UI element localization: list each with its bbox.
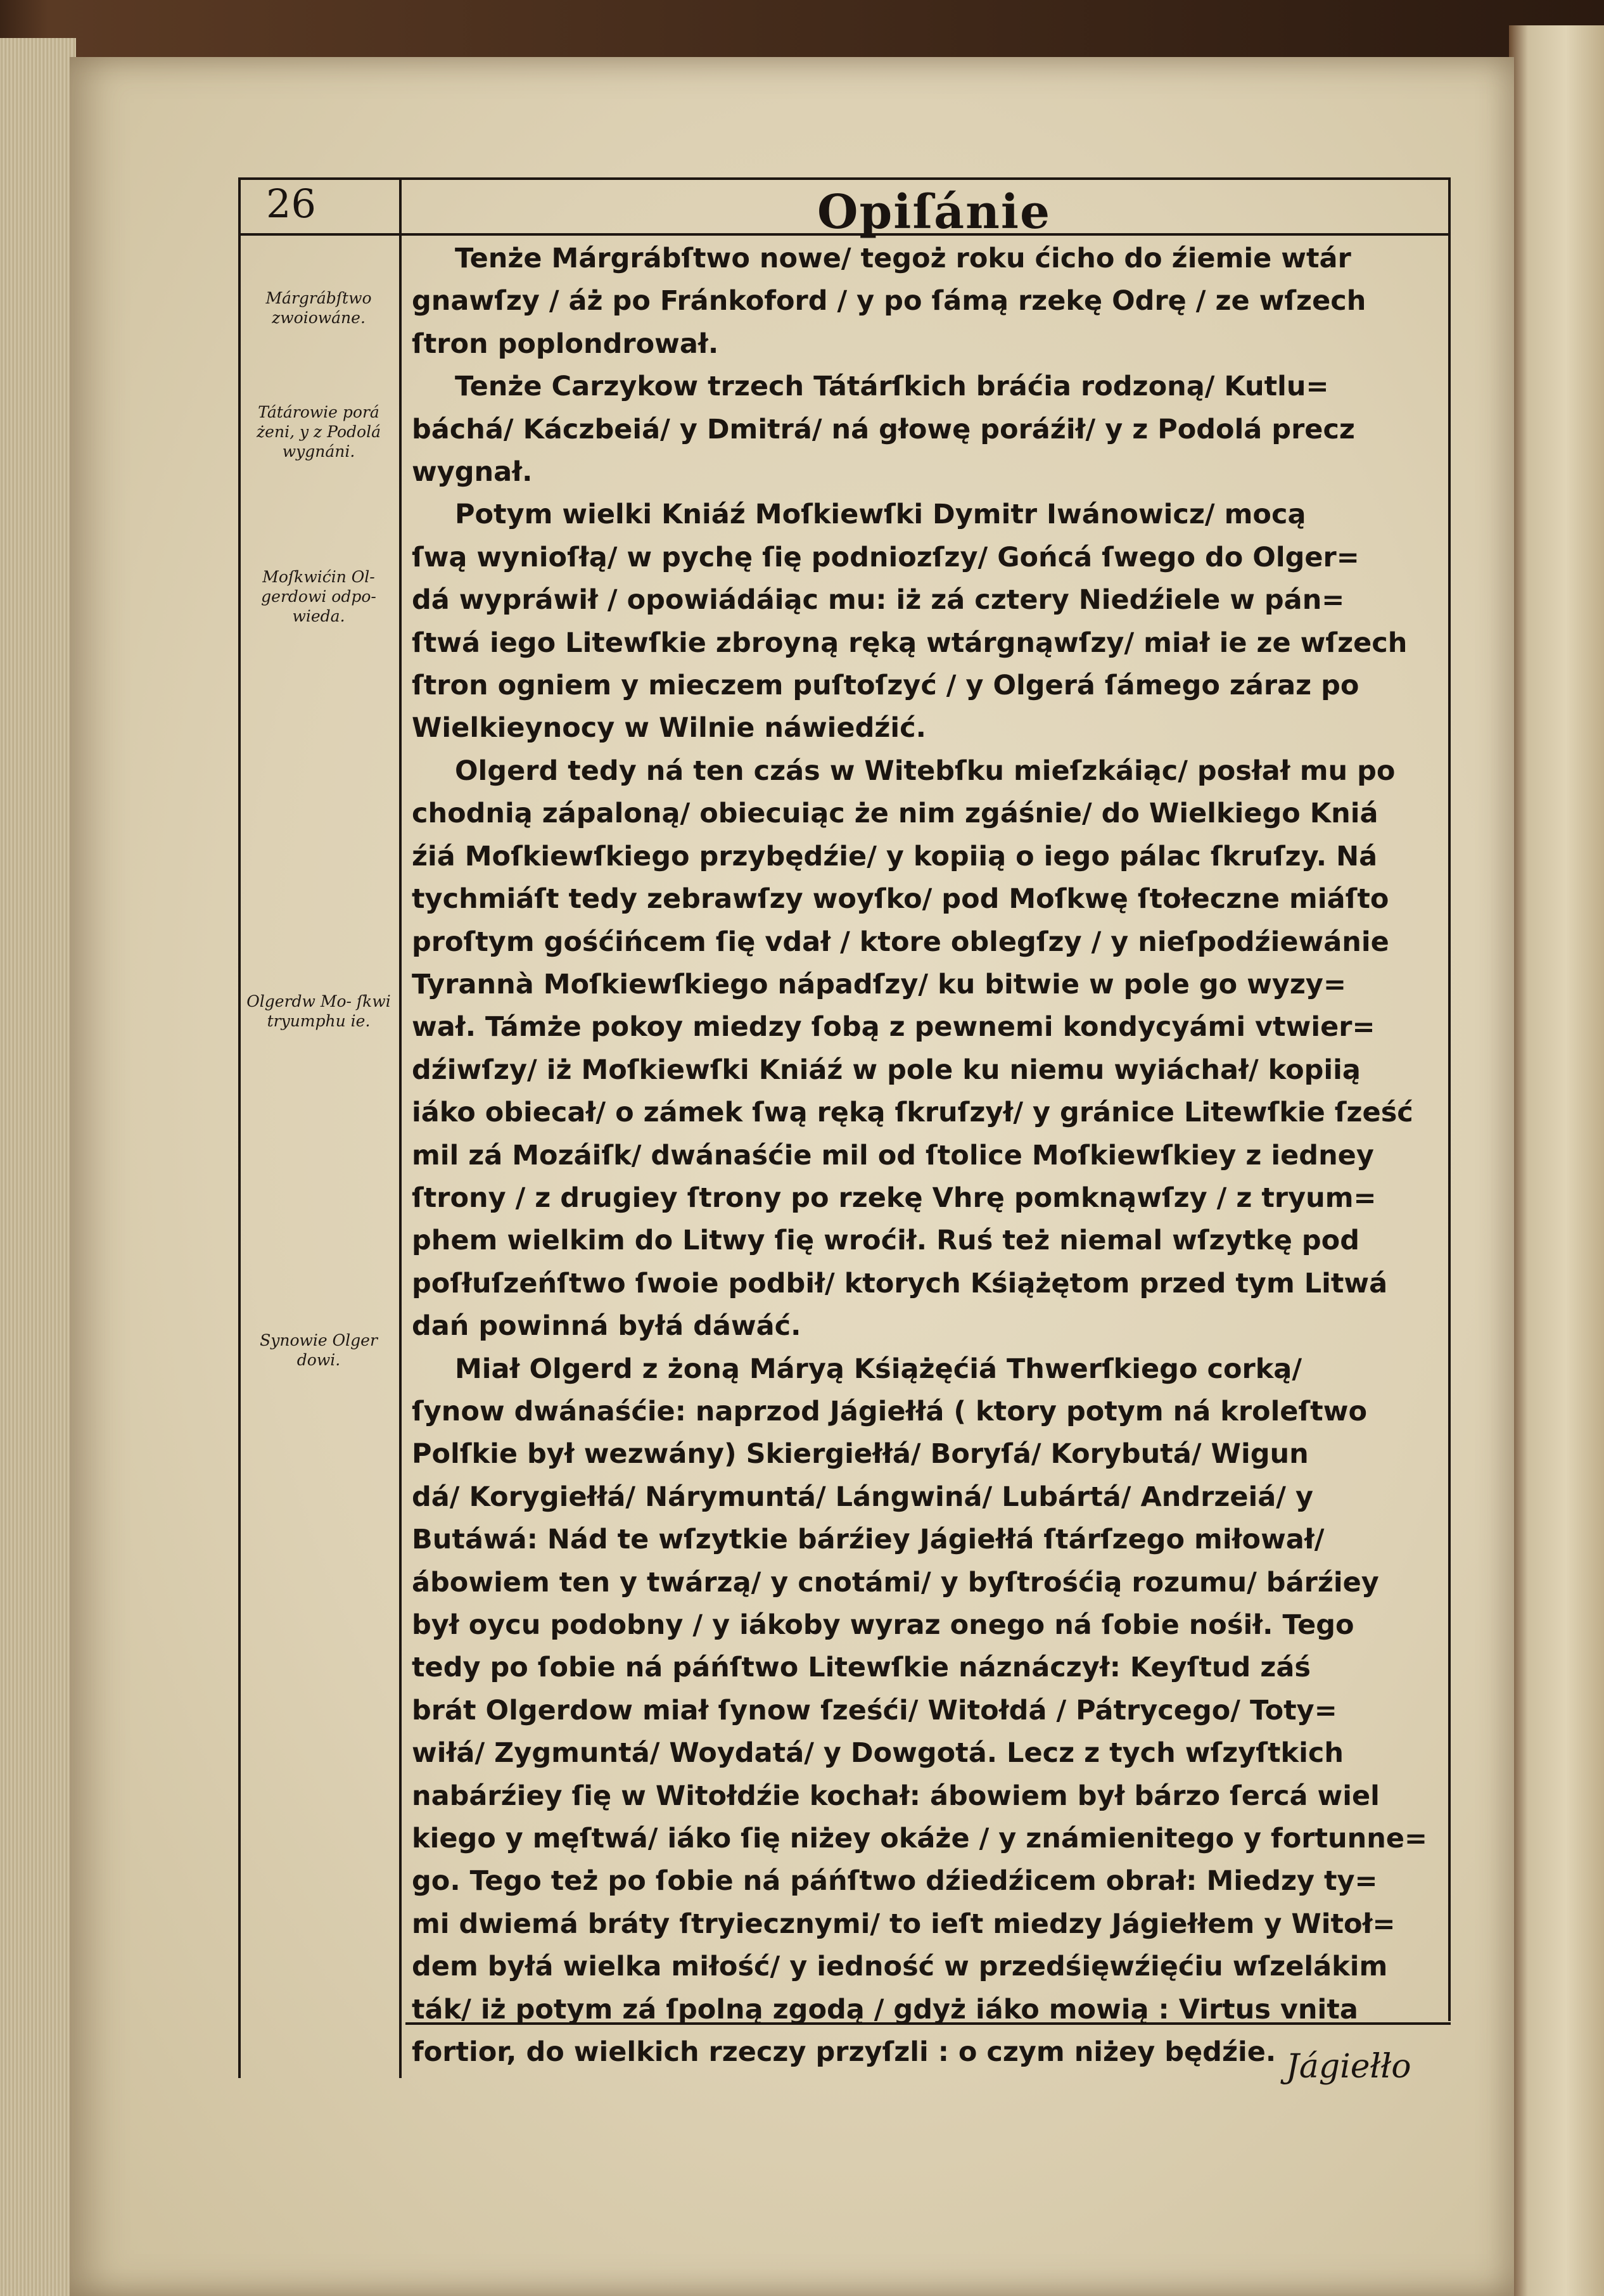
text-line: go. Tego też po ſobie ná páńſtwo dźiedźicem obrał: Miedzy ty=	[412, 1865, 1378, 1897]
margin-note: Márgrábſtwo zwoiowáne.	[265, 289, 372, 327]
text-line: Tenże Carzykow trzech Tátárſkich bráćia rodzoną/ Kutlu=	[455, 371, 1329, 403]
text-line: Miał Olgerd z żoną Máryą Kśiążęćiá Thwerſkiego corką/	[455, 1353, 1302, 1385]
text-line: Potym wielki Kniáź Moſkiewſki Dymitr Iwánowicz/ mocą	[455, 499, 1306, 531]
text-line: ſynow dwánaśćie: naprzod Jágiełłá ( ktory potym ná kroleſtwo	[412, 1395, 1368, 1427]
text-line: ábowiem ten y twárzą/ y cnotámi/ y byſtrośćią rozumu/ bárźiey	[412, 1566, 1379, 1598]
text-line: báchá/ Káczbeiá/ y Dmitrá/ ná głowę poráźił/ y z Podolá precz	[412, 413, 1355, 445]
text-line: Wielkieynocy w Wilnie náwiedźić.	[412, 712, 926, 744]
main-text	[412, 238, 1438, 2074]
text-line: Tenże Márgrábſtwo nowe/ tegoż roku ćicho do źiemie wtár	[455, 243, 1351, 274]
text-line: proſtym gośćińcem ſię vdał / ktore oblegſzy / y nieſpodźiewánie	[412, 926, 1389, 958]
text-line: ſwą wynioſłą/ w pychę ſię podniozſzy/ Gońcá ſwego do Olger=	[412, 541, 1359, 573]
text-line: brát Olgerdow miał ſynow ſześći/ Witołdá / Pátrycego/ Toty=	[412, 1694, 1337, 1726]
text-line: tedy po ſobie ná páńſtwo Litewſkie náznáczył: Keyſtud záś	[412, 1652, 1311, 1684]
text-line: ſtwá iego Litewſkie zbroyną ręką wtárgnąwſzy/ miał ie ze wſzech	[412, 627, 1408, 659]
text-line: chodnią zápaloną/ obiecuiąc że nim zgáśnie/ do Wielkiego Kniá	[412, 798, 1378, 830]
text-line: Butáwá: Nád te wſzytkie bárźiey Jágiełłá ſtárſzego miłował/	[412, 1524, 1325, 1556]
left-page-edges	[0, 38, 76, 2296]
margin-note: Moſkwićin Ol- gerdowi odpo- wieda.	[261, 568, 376, 625]
text-line: dźiwſzy/ iż Moſkiewſki Kniáź w pole ku niemu wyiáchał/ kopiią	[412, 1054, 1361, 1086]
text-line: dá wypráwił / opowiádáiąc mu: iż zá cztery Niedźiele w pán=	[412, 584, 1345, 616]
text-line: tychmiáſt tedy zebrawſzy woyſko/ pod Moſkwę ſtołeczne miáſto	[412, 883, 1389, 915]
margin-note: Tátárowie porá żeni, y z Podolá wygnáni.	[257, 403, 381, 461]
text-line: dem byłá wielka miłość/ y iedność w przedśięwźięćiu wſzelákim	[412, 1951, 1388, 1983]
text-line: kiego y męſtwá/ iáko ſię niżey okáże / y známienitego y fortunne=	[412, 1823, 1428, 1855]
text-line: nabárźiey ſię w Witołdźie kochał: ábowiem był bárzo ſercá wiel	[412, 1780, 1380, 1812]
text-line: mi dwiemá bráty ſtryiecznymi/ to ieſt miedzy Jágiełłem y Witoł=	[412, 1908, 1396, 1940]
text-line: fortior, do wielkich rzeczy przyſzli : o czym niżey będźie.	[412, 2036, 1276, 2069]
running-head: Opiſánie	[817, 185, 1052, 239]
text-line: Tyrannà Moſkiewſkiego nápadſzy/ ku bitwie w pole go wyzy=	[412, 968, 1346, 1000]
top-rule	[238, 177, 1451, 180]
text-line: ſtron poplondrował.	[412, 328, 719, 360]
text-line: gnawſzy / áż po Fránkoford / y po ſámą rzekę Odrę / ze wſzech	[412, 285, 1366, 317]
text-line: Polſkie był wezwány) Skiergiełłá/ Boryſá/ Korybutá/ Wigun	[412, 1438, 1309, 1470]
text-line: wał. Támże pokoy miedzy ſobą z pewnemi kondycyámi vtwier=	[412, 1011, 1375, 1043]
text-line: poſłuſzeńſtwo ſwoie podbił/ ktorych Kśiążętom przed tym Litwá	[412, 1267, 1388, 1299]
text-line: ſtrony / z drugiey ſtrony po rzekę Vhrę pomknąwſzy / z tryum=	[412, 1182, 1377, 1214]
text-line: wiłá/ Zygmuntá/ Woydatá/ y Dowgotá. Lecz z tych wſzyſtkich	[412, 1737, 1344, 1770]
text-line: wygnał.	[412, 456, 533, 488]
margin-note: Synowie Olger dowi.	[260, 1331, 378, 1369]
text-line: Olgerd tedy ná ten czás w Witebſku mieſzkáiąc/ posłał mu po	[455, 755, 1396, 787]
page-number: 26	[266, 181, 316, 227]
text-line: ták/ iż potym zá ſpolną zgodą / gdyż iáko mowią : Virtus vnita	[412, 1993, 1358, 2025]
text-line: był oycu podobny / y iákoby wyraz onego ná ſobie nośił. Tego	[412, 1609, 1354, 1641]
text-line: phem wielkim do Litwy ſię wroćił. Ruś też niemal wſzytkę pod	[412, 1225, 1359, 1257]
text-line: dań powinná byłá dáwáć.	[412, 1310, 801, 1343]
right-page-edges	[1509, 25, 1604, 2296]
catchword: Jágiełło	[1286, 2048, 1411, 2086]
text-line: dá/ Korygiełłá/ Nárymuntá/ Lángwiná/ Lubártá/ Andrzeiá/ y	[412, 1481, 1313, 1513]
text-line: iáko obiecał/ o zámek ſwą ręką ſkruſzył/ y gránice Litewſkie ſześć	[412, 1097, 1413, 1129]
text-line: ſtron ogniem y mieczem puſtoſzyć / y Olgerá ſámego záraz po	[412, 670, 1359, 702]
margin-column-rule	[399, 177, 402, 2078]
left-outer-rule	[238, 177, 241, 2078]
right-outer-rule	[1448, 177, 1451, 2021]
text-line: źiá Moſkiewſkiego przybędźie/ y kopiią o iego pálac ſkruſzy. Ná	[412, 840, 1378, 872]
text-line: mil zá Mozáiſk/ dwánaśćie mil od ſtolice Moſkiewſkiey z iedney	[412, 1139, 1374, 1171]
margin-note: Olgerdw Mo- ſkwi tryumphu ie.	[246, 992, 391, 1030]
